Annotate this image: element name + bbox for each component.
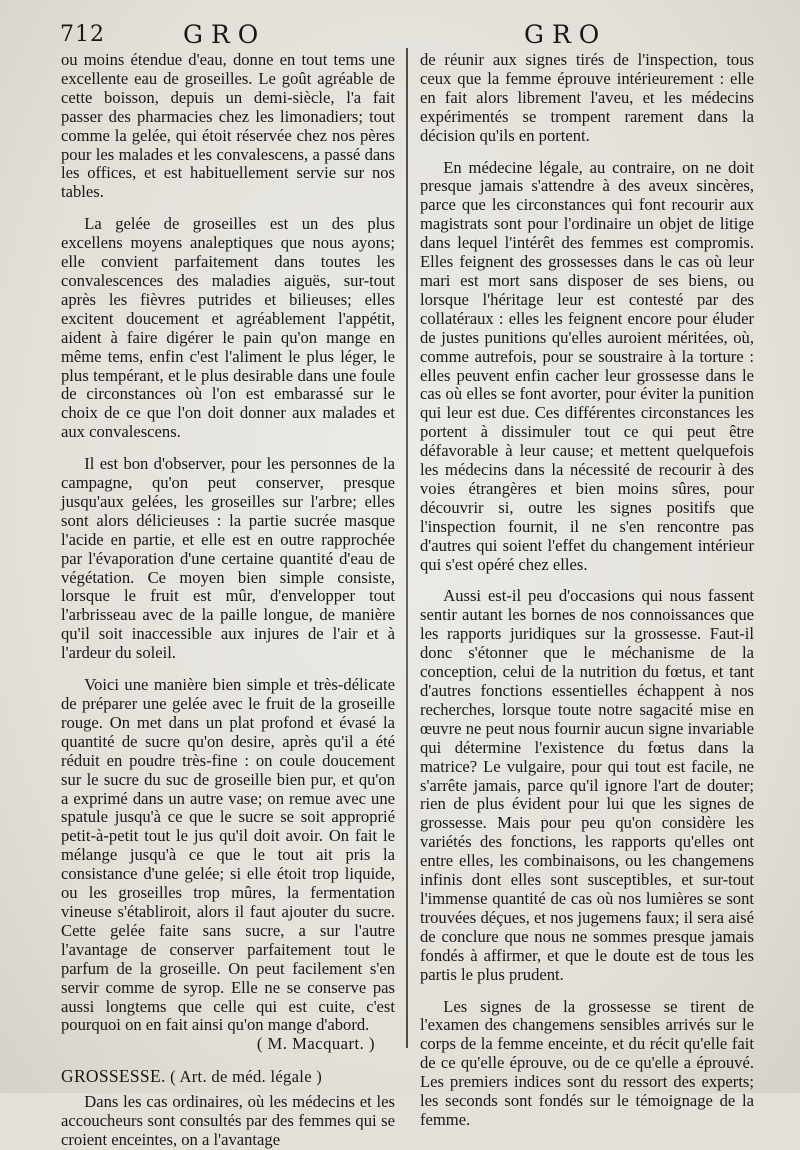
paragraph: En médecine légale, au contraire, on ne doit presque jamais s'attendre à des aveux sincères, parce que les circonstances qui font recourir aux magistrats sont pour l'ordinaire un objet de litige dans lequel l'intérêt des femmes est compromis. Elles feignent des grossesses dans le cas où leur mari est mort sans disposer de ses biens, ou lorsque l'héritage leur est contesté par des collatéraux : elles les feignent encore pour éluder de justes punitions qu'elles auroient méritées, où, comme autrefois, pour se soustraire à la torture : elles peuvent enfin cacher leur grossesse dans le cas où elles se font avorter, pour éviter la punition qui leur est due. Ces différentes circonstances les portent à dissimuler tout ce qui peut être défavorable à leur cause; et mettent quelquefois les médecins dans la nécessité de recourir à des voies étrangères et bien moins sûres, pour découvrir si, outre les signes positifs que l'inspection fournit, il ne s'en rencontre pas d'autres qui soient l'effet du changement intérieur qui s'est opéré chez elles. (420, 157, 754, 574)
entry-subtitle: ( Art. de méd. légale ) (170, 1067, 323, 1087)
column-divider (406, 48, 408, 1048)
paragraph: ou moins étendue d'eau, donne en tout tems une excellente eau de groseilles. Le goût agréable de cette boisson, depuis un demi-siècle, l'a fait passer des pharmacies chez les limonadiers; tout comme la gelée, qui étoit réservée chez nos pères pour les malades et les convalescens, a passé dans les offices, et est habituellement servie sur nos tables. (61, 50, 395, 202)
paragraph: La gelée de groseilles est un des plus excellens moyens analeptiques que nous ayons; elle convient parfaitement dans toutes les convalescences des maladies aiguës, sur-tout après les fièvres putrides et bilieuses; elles excitent doucement et agréablement l'appétit, aident à faire digérer le pain qu'on mange en même tems, enfin c'est l'aliment le plus léger, le plus tempérant, et le plus desirable dans une foule de circonstances où l'on est embarassé sur le choix de ce que l'on doit donner aux malades et aux convalescens. (61, 214, 395, 442)
paragraph: Voici une manière bien simple et très-délicate de préparer une gelée avec le fruit de la groseille rouge. On met dans un plat profond et évasé la quantité de sucre qu'on desire, après qu'il a été réduit en poudre très-fine : on coule doucement sur le sucre du suc de groseille bien pur, et qu'on a exprimé dans un autre vase; on remue avec une spatule jusqu'à ce que le sucre se soit approprié petit-à-petit tout le jus qu'il doit avoir. On fait le mélange jusqu'à ce que le tout ait pris la consistance d'une gelée; si elle étoit trop liquide, ou les groseilles trop mûres, la fermentation vineuse s'établiroit, alors il faut ajouter du sucre. Cette gelée faite sans sucre, a sur l'autre l'avantage de conserver parfaitement tout le parfum de la groseille. On peut facilement s'en servir comme de syrop. Elle ne se conserve pas aussi longtems que celle qui est cuite, c'est pourquoi on en fait ainsi qu'on mange d'abord. (61, 675, 395, 1035)
page-header (0, 20, 800, 54)
author-signature: ( M. Macquart. ) (256, 1034, 375, 1054)
paragraph: Les signes de la grossesse se tirent de l'examen des changemens sensibles arrivés sur le corps de la femme enceinte, et du récit qu'elle fait de ce qu'elle éprouve, ou de ce qu'elle a éprouvé. Les premiers indices sont du ressort des experts; les seconds sont fondés sur le témoignage de la femme. (420, 996, 754, 1129)
paragraph: Dans les cas ordinaires, où les médecins et les accoucheurs sont consultés par des femmes qui se croient enceintes, on a l'avantage (61, 1092, 395, 1149)
entry-headword: GROSSESSE. (61, 1066, 166, 1087)
paragraph: Il est bon d'observer, pour les personnes de la campagne, qu'on peut conserver, presque jusqu'aux gelées, les groseilles sur l'arbre; elles sont alors délicieuses : la partie sucrée masque l'acide en partie, et elle est en outre rapprochée par l'évaporation d'une certaine quantité d'eau de végétation. Ce moyen bien simple consiste, lorsque le fruit est mûr, d'envelopper tout l'arbrisseau avec de la paille longue, de manière qu'il soit inaccessible aux injures de l'air et à l'ardeur du soleil. (61, 454, 395, 663)
paragraph: de réunir aux signes tirés de l'inspection, tous ceux que la femme éprouve intérieurement : elle en fait alors librement l'aveu, et les médecins expérimentés se trompent rarement dans la décision qu'ils en portent. (420, 50, 754, 145)
left-column (61, 51, 395, 1150)
running-head-left: GRO (183, 20, 267, 49)
running-head-right: GRO (524, 20, 608, 49)
paragraph: Aussi est-il peu d'occasions qui nous fassent sentir autant les bornes de nos connoissances que les rapports juridiques sur la grossesse. Faut-il donc s'étonner que le méchanisme de la conception, celui de la nutrition du fœtus, et tant d'autres fonctions essentielles échappent à nos recherches, lorsque toute notre sagacité mise en œuvre ne peut nous fournir aucun signe invariable qui détermine l'existence du fœtus dans la matrice? Le vulgaire, pour qui tout est facile, ne s'arrête jamais, parce qu'il ignore l'art de douter; rien de plus évident pour lui que les signes de grossesse. Mais pour peu qu'on considère les variétés des fonctions, les rapports qu'elles ont entre elles, les combinaisons, ou les changemens infinis dont elles sont susceptibles, et sur-tout l'immense quantité de cas où nos lumières se sont trouvées déçues, et nos jugemens faux; il sera aisé de conclure que nous ne sommes presque jamais fondés à affirmer, et que le doute est de tous les partis le plus prudent. (420, 586, 754, 984)
right-column (420, 51, 754, 1130)
page-number: 712 (60, 22, 105, 47)
entry-heading (61, 1067, 395, 1087)
